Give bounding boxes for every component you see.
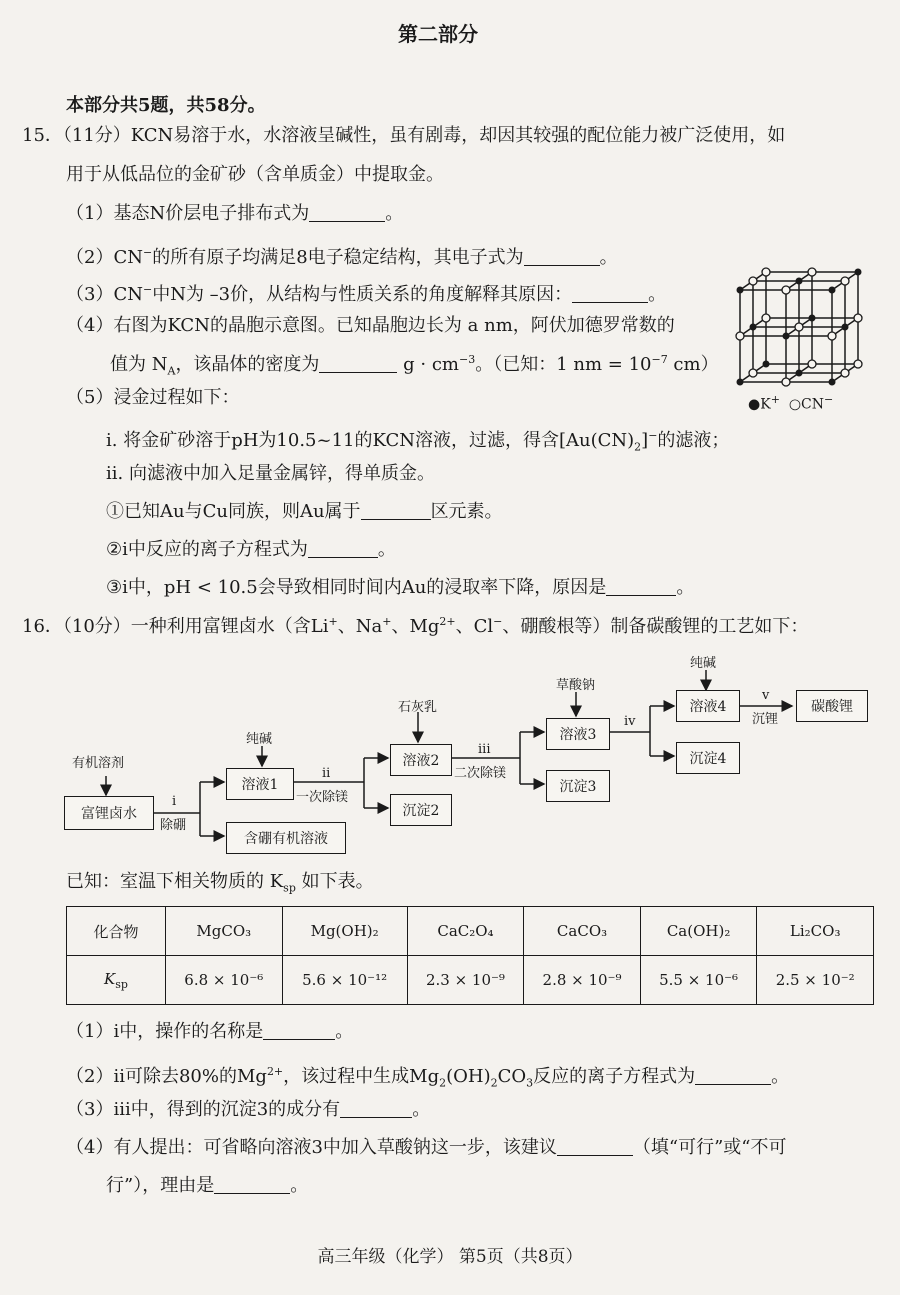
q15-part4-line2: 值为 $N_A$，该晶体的密度为 $g \cdot cm^{-3}$。（已知：1 nm = $10^{-7}$ cm） bbox=[110, 353, 719, 378]
answer-blank bbox=[361, 501, 431, 520]
flow-box-boron-organic: 含硼有机溶液 bbox=[226, 822, 346, 854]
answer-blank bbox=[214, 1175, 290, 1194]
q16-part4-line1: （4）有人提出：可省略向溶液3中加入草酸钠这一步，该建议 （填“可行”或“不可 bbox=[66, 1137, 787, 1158]
answer-blank bbox=[606, 577, 676, 596]
q16-part2: （2）ii可除去80%的$Mg^{2+}$，该过程中生成$Mg_2(OH)_2CO_3$反应的离子方程式为 。 bbox=[66, 1065, 790, 1090]
q15-part2: （2）CN−的所有原子均满足8电子稳定结构，其电子式为 。 bbox=[66, 246, 618, 268]
table-header-cell: 化合物 bbox=[67, 907, 166, 956]
unit-cell-legend: ●K+ ○CN− bbox=[748, 393, 834, 413]
answer-blank bbox=[695, 1066, 771, 1085]
section-intro: 本部分共5题，共58分。 bbox=[66, 95, 266, 116]
q15-part5-step-i: i. 将金矿砂溶于pH为10.5~11的KCN溶液，过滤，得含$[Au(CN)_2]^-$的滤液； bbox=[106, 429, 730, 454]
section-title: 第二部分 bbox=[398, 22, 478, 46]
q15-part3: （3）CN−中N为 –3价，从结构与性质关系的角度解释其原因： 。 bbox=[66, 283, 667, 305]
flow-step-ii-label: 一次除镁 bbox=[296, 790, 349, 805]
flow-box-precipitate-3: 沉淀3 bbox=[546, 770, 610, 802]
flow-step-v: v bbox=[762, 688, 770, 703]
q15-part5-step-ii: ii. 向滤液中加入足量金属锌，得单质金。 bbox=[106, 463, 435, 484]
flow-step-i-label: 除硼 bbox=[160, 818, 187, 833]
q15-part5-sub2: ②i中反应的离子方程式为 。 bbox=[106, 539, 396, 560]
q15-part5-sub3: ③i中，pH < 10.5会导致相同时间内Au的浸取率下降，原因是 。 bbox=[106, 577, 695, 598]
table-cell: CaCO₃ bbox=[524, 907, 641, 956]
table-row bbox=[67, 907, 874, 956]
answer-blank bbox=[524, 247, 600, 266]
flow-box-precipitate-4: 沉淀4 bbox=[676, 742, 740, 774]
flow-step-iii: iii bbox=[478, 742, 491, 757]
flow-box-brine: 富锂卤水 bbox=[64, 796, 154, 830]
flow-box-solution-1: 溶液1 bbox=[226, 768, 294, 800]
q16-part1: （1）i中，操作的名称是 。 bbox=[66, 1021, 354, 1042]
flow-step-ii: ii bbox=[322, 766, 331, 781]
flow-step-v-label: 沉锂 bbox=[752, 712, 779, 727]
q16-part4-line2: 行”），理由是 。 bbox=[106, 1175, 309, 1196]
q15-stem-line2: 用于从低品位的金矿砂（含单质金）中提取金。 bbox=[66, 164, 444, 185]
q15-part4-line1: （4）右图为KCN的晶胞示意图。已知晶胞边长为 a nm，阿伏加德罗常数的 bbox=[66, 315, 675, 336]
flow-box-solution-2: 溶液2 bbox=[390, 744, 452, 776]
table-header-cell: $K_{sp}$ bbox=[67, 956, 166, 1005]
answer-blank bbox=[319, 354, 397, 373]
flow-step-i: i bbox=[172, 794, 177, 809]
flow-step-iii-label: 二次除镁 bbox=[454, 766, 507, 781]
table-cell: 5.5 × 10⁻⁶ bbox=[640, 956, 757, 1005]
q16-stem: 16．（10分）一种利用富锂卤水（含Li+、Na+、$Mg^{2+}$、Cl−、硼酸根等）制备碳酸锂的工艺如下： bbox=[22, 615, 809, 637]
flow-label-oxalate: 草酸钠 bbox=[556, 678, 596, 693]
flow-box-lithium-carbonate: 碳酸锂 bbox=[796, 690, 868, 722]
table-cell: 6.8 × 10⁻⁶ bbox=[166, 956, 283, 1005]
q15-stem-line1: 15．（11分）KCN易溶于水，水溶液呈碱性，虽有剧毒，却因其较强的配位能力被广泛使用，如 bbox=[22, 125, 786, 146]
page-footer: 高三年级（化学） 第5页（共8页） bbox=[317, 1247, 583, 1267]
table-cell: 2.3 × 10⁻⁹ bbox=[407, 956, 524, 1005]
flow-step-iv: iv bbox=[624, 714, 636, 729]
answer-blank bbox=[309, 203, 385, 222]
flow-box-solution-4: 溶液4 bbox=[676, 690, 740, 722]
flow-label-lime: 石灰乳 bbox=[398, 700, 438, 715]
answer-blank bbox=[263, 1021, 335, 1040]
table-cell: MgCO₃ bbox=[166, 907, 283, 956]
q15-part5-sub1: ①已知Au与Cu同族，则Au属于 区元素。 bbox=[106, 501, 503, 522]
table-cell: 5.6 × 10⁻¹² bbox=[282, 956, 407, 1005]
flow-label-soda-1: 纯碱 bbox=[246, 732, 273, 747]
flow-box-precipitate-2: 沉淀2 bbox=[390, 794, 452, 826]
table-cell: Mg(OH)₂ bbox=[282, 907, 407, 956]
table-cell: Li₂CO₃ bbox=[757, 907, 874, 956]
flow-box-solution-3: 溶液3 bbox=[546, 718, 610, 750]
answer-blank bbox=[308, 539, 378, 558]
flow-label-soda-2: 纯碱 bbox=[690, 656, 717, 671]
q16-known: 已知：室温下相关物质的 $K_{sp}$ 如下表。 bbox=[66, 871, 374, 895]
table-cell: 2.8 × 10⁻⁹ bbox=[524, 956, 641, 1005]
answer-blank bbox=[557, 1137, 633, 1156]
ksp-table bbox=[66, 906, 874, 1005]
answer-blank bbox=[572, 284, 648, 303]
answer-blank bbox=[340, 1099, 412, 1118]
table-cell: CaC₂O₄ bbox=[407, 907, 524, 956]
table-row bbox=[67, 956, 874, 1005]
q15-part5: （5）浸金过程如下： bbox=[66, 387, 240, 408]
table-cell: 2.5 × 10⁻² bbox=[757, 956, 874, 1005]
q15-part1: （1）基态N价层电子排布式为 。 bbox=[66, 203, 404, 224]
flow-label-organic-solvent: 有机溶剂 bbox=[72, 756, 125, 771]
table-cell: Ca(OH)₂ bbox=[640, 907, 757, 956]
q16-part3: （3）iii中，得到的沉淀3的成分有 。 bbox=[66, 1099, 431, 1120]
